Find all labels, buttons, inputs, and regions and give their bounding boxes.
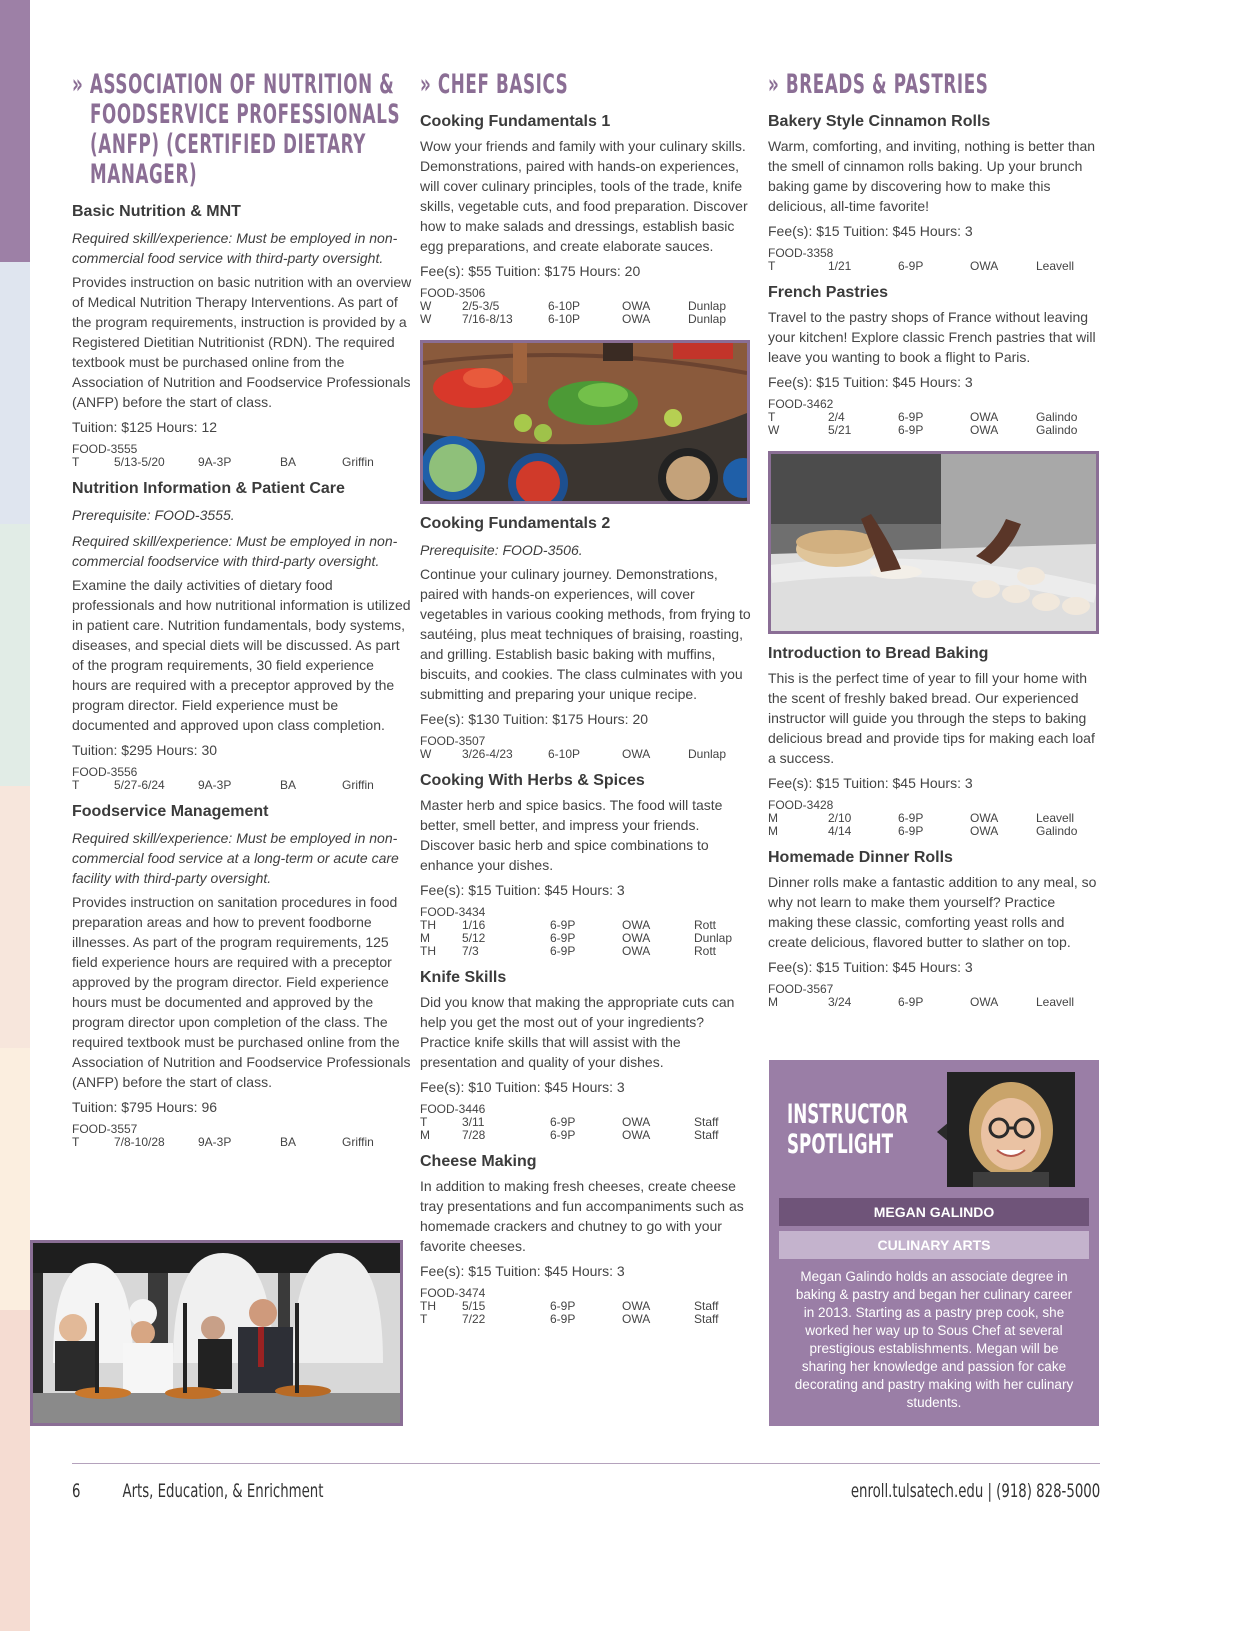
color-strip-2 <box>0 262 30 524</box>
schedule-row: T 5/13-5/20 9A-3P BA Griffin <box>72 455 374 469</box>
course-fees: Fee(s): $15 Tuition: $45 Hours: 3 <box>768 374 973 390</box>
course-description: Provides instruction on sanitation procedures in food preparation areas and how to prevent foodborne illnesses. As part of the program requirements, 125 field experience hours are required with a preceptor approved by the program director. Field experience hours must be documented and approved by the program director upon completion of the class. The required textbook must be purchased online from the Association of Nutrition and Foodservice Professionals (ANFP) before the start of class. <box>72 894 411 1090</box>
schedule-row: T 7/22 6-9P OWA Staff <box>420 1312 719 1326</box>
chevron-icon: » <box>72 69 84 100</box>
course-description: Master herb and spice basics. The food will taste better, smell better, and impress your friends. Discover basic herb and spice combinations to enhance your dishes. <box>420 797 723 873</box>
schedule-table <box>420 1300 718 1326</box>
course-code: FOOD-3474 <box>420 1286 486 1300</box>
instructor-photo <box>947 1072 1075 1187</box>
schedule-row: M 2/10 6-9P OWA Leavell <box>768 811 1075 825</box>
course-knife-skills <box>420 968 752 1142</box>
course-title: Nutrition Information & Patient Care <box>72 480 345 497</box>
course-fees: Fee(s): $15 Tuition: $45 Hours: 3 <box>768 775 973 791</box>
avatar <box>947 1072 1075 1187</box>
instructor-bio: Megan Galindo holds an associate degree in baking & pastry and began her culinary career in 2013. Starting as a pastry prep cook, she worked her way up to Sous Chef at several prestigious establishments. Megan will be sharing her knowledge and passion for cake decorating and pastry making with her culinary students. <box>794 1269 1074 1410</box>
course-code: FOOD-3567 <box>768 982 834 996</box>
course-description: Provides instruction on basic nutrition with an overview of Medical Nutrition Therapy Interventions. As part of the program requirements, instruction is provided by a Registered Dietitian Nutritionist (RDN). The required textbook must be purchased online from the Association of Nutrition and Foodservice Professionals (ANFP) before the start of class. <box>72 274 412 410</box>
course-fees: Fee(s): $55 Tuition: $175 Hours: 20 <box>420 263 641 279</box>
footer-section: Arts, Education, & Enrichment <box>122 1480 324 1502</box>
course-code: FOOD-3446 <box>420 1102 486 1116</box>
section-heading-anfp: » ASSOCIATION OF NUTRITION & FOODSERVICE PROFESSIONALS (ANFP) (CERTIFIED DIETARY MANAGER) <box>72 69 401 190</box>
course-fees: Fee(s): $15 Tuition: $45 Hours: 3 <box>768 959 973 975</box>
schedule-table <box>72 456 374 469</box>
schedule-row: W 2/5-3/5 6-10P OWA Dunlap <box>420 299 727 313</box>
footer-divider <box>72 1463 1100 1464</box>
vegetables-image <box>423 343 747 501</box>
column-anfp <box>72 70 412 1149</box>
schedule-row: T 7/8-10/28 9A-3P BA Griffin <box>72 1135 374 1149</box>
color-strip-4 <box>0 786 30 1048</box>
course-prereq: Prerequisite: FOOD-3506. <box>420 542 583 558</box>
column-breads-pastries <box>768 70 1102 1009</box>
course-code: FOOD-3462 <box>768 397 834 411</box>
schedule-row: W 3/26-4/23 6-10P OWA Dunlap <box>420 747 727 761</box>
course-fees: Tuition: $125 Hours: 12 <box>72 419 218 435</box>
schedule-row: TH 5/15 6-9P OWA Staff <box>420 1299 719 1313</box>
course-code: FOOD-3506 <box>420 286 486 300</box>
schedule-row: M 5/12 6-9P OWA Dunlap <box>420 931 733 945</box>
schedule-table <box>768 411 1077 437</box>
schedule-row: T 3/11 6-9P OWA Staff <box>420 1115 719 1129</box>
schedule-row: W 7/16-8/13 6-10P OWA Dunlap <box>420 312 727 326</box>
column-chef-basics <box>420 70 752 1326</box>
schedule-table <box>768 996 1074 1009</box>
course-title: Basic Nutrition & MNT <box>72 203 241 220</box>
course-cooking-fundamentals-1 <box>420 112 752 326</box>
schedule-row: TH 7/3 6-9P OWA Rott <box>420 944 717 958</box>
course-title: Cooking Fundamentals 2 <box>420 515 611 532</box>
schedule-table <box>420 300 726 326</box>
dough-photo <box>768 451 1099 634</box>
schedule-row: T 2/4 6-9P OWA Galindo <box>768 410 1078 424</box>
course-french-pastries <box>768 283 1102 437</box>
section-heading-chef-basics: » CHEF BASICS <box>420 69 569 100</box>
course-code: FOOD-3556 <box>72 765 138 779</box>
schedule-row: M 7/28 6-9P OWA Staff <box>420 1128 719 1142</box>
course-description: Continue your culinary journey. Demonstrations, paired with hands-on experiences, will cover vegetables in various cooking methods, from frying to sautéing, plus meat techniques of braising, roasting, and grilling. Establish basic baking with muffins, biscuits, and cookies. The class culminates with you submitting and preparing your unique recipe. <box>420 566 751 702</box>
course-description: Did you know that making the appropriate cuts can help you get the most out of your ingredients? Practice knife skills that will assist with the presentation and quality of your dishes. <box>420 994 735 1070</box>
course-description: This is the perfect time of year to fill your home with the scent of freshly baked bread. Our experienced instructor will guide you through the steps to baking delicious bread and provide tips for making each loaf a success. <box>768 670 1095 766</box>
chevron-icon: » <box>420 69 432 100</box>
course-code: FOOD-3507 <box>420 734 486 748</box>
color-strip-5 <box>0 1048 30 1310</box>
schedule-row: W 5/21 6-9P OWA Galindo <box>768 423 1078 437</box>
schedule-row: T 5/27-6/24 9A-3P BA Griffin <box>72 778 374 792</box>
course-fees: Fee(s): $10 Tuition: $45 Hours: 3 <box>420 1079 625 1095</box>
course-code: FOOD-3555 <box>72 442 138 456</box>
course-title: French Pastries <box>768 284 889 301</box>
color-strip-6 <box>0 1310 30 1631</box>
dough-image <box>771 454 1096 631</box>
course-fees: Fee(s): $15 Tuition: $45 Hours: 3 <box>420 1263 625 1279</box>
course-fees: Fee(s): $130 Tuition: $175 Hours: 20 <box>420 711 649 727</box>
course-prereq: Prerequisite: FOOD-3555. <box>72 507 235 523</box>
buffet-image <box>33 1243 400 1423</box>
schedule-table <box>768 260 1074 273</box>
course-cooking-fundamentals-2 <box>420 514 752 761</box>
schedule-row: T 1/21 6-9P OWA Leavell <box>768 259 1075 273</box>
schedule-table <box>72 779 374 792</box>
course-foodservice-mgmt <box>72 802 412 1149</box>
course-basic-nutrition <box>72 202 412 469</box>
section-heading-breads: » BREADS & PASTRIES <box>768 69 989 100</box>
course-title: Cooking Fundamentals 1 <box>420 113 611 130</box>
schedule-table <box>420 919 732 958</box>
buffet-photo <box>30 1240 403 1426</box>
course-fees: Tuition: $295 Hours: 30 <box>72 742 218 758</box>
course-bread-baking <box>768 644 1102 838</box>
course-title: Introduction to Bread Baking <box>768 645 989 662</box>
course-code: FOOD-3358 <box>768 246 834 260</box>
course-title: Bakery Style Cinnamon Rolls <box>768 113 991 130</box>
footer-left <box>72 1480 323 1502</box>
chevron-icon: » <box>768 69 780 100</box>
schedule-table <box>420 1116 718 1142</box>
course-code: FOOD-3434 <box>420 905 486 919</box>
course-herbs-spices <box>420 771 752 958</box>
course-description: Travel to the pastry shops of France without leaving your kitchen! Explore classic French pastries that will leave you wanting to book a flight to Paris. <box>768 309 1096 365</box>
course-fees: Fee(s): $15 Tuition: $45 Hours: 3 <box>420 882 625 898</box>
course-cinnamon-rolls <box>768 112 1102 273</box>
color-strip-3 <box>0 524 30 786</box>
course-code: FOOD-3557 <box>72 1122 138 1136</box>
color-strip-1 <box>0 0 30 262</box>
course-title: Homemade Dinner Rolls <box>768 849 953 866</box>
instructor-program: CULINARY ARTS <box>779 1231 1089 1259</box>
course-requirement: Required skill/experience: Must be employed in non-commercial food service at a long-term or acute care facility with third-party oversight. <box>72 830 399 886</box>
course-fees: Fee(s): $15 Tuition: $45 Hours: 3 <box>768 223 973 239</box>
schedule-table <box>72 1136 374 1149</box>
schedule-row: M 3/24 6-9P OWA Leavell <box>768 995 1075 1009</box>
schedule-table <box>768 812 1077 838</box>
course-description: In addition to making fresh cheeses, create cheese tray presentations and fun accompaniments such as homemade crackers and chutney to go with your favorite cheeses. <box>420 1178 744 1254</box>
footer-contact[interactable]: enroll.tulsatech.edu | (918) 828-5000 <box>850 1480 1100 1502</box>
page-number: 6 <box>72 1480 81 1502</box>
course-nutrition-info <box>72 479 412 792</box>
course-description: Examine the daily activities of dietary food professionals and how nutritional information is utilized in patient care. Nutrition fundamentals, body systems, diseases, and special diets will be discussed. As part of the program requirements, 30 field experience hours are required with a preceptor approved by the program director. Field experience must be documented and approved upon class completion. <box>72 577 411 733</box>
instructor-name: MEGAN GALINDO <box>779 1198 1089 1226</box>
schedule-table <box>420 748 726 761</box>
course-title: Foodservice Management <box>72 803 269 820</box>
course-title: Cheese Making <box>420 1153 537 1170</box>
course-requirement: Required skill/experience: Must be employed in non-commercial foodservice with third-party oversight. <box>72 533 398 569</box>
schedule-row: TH 1/16 6-9P OWA Rott <box>420 918 717 932</box>
course-cheese-making <box>420 1152 752 1326</box>
course-description: Wow your friends and family with your culinary skills. Demonstrations, paired with hands-on experiences, will cover culinary principles, tools of the trade, knife skills, vegetable cuts, and food preparation. Discover how to make salads and dressings, establish basic egg preparations, and create elaborate sauces. <box>420 138 748 254</box>
course-code: FOOD-3428 <box>768 798 834 812</box>
course-dinner-rolls <box>768 848 1102 1009</box>
course-title: Cooking With Herbs & Spices <box>420 772 645 789</box>
vegetables-photo <box>420 340 750 504</box>
schedule-row: M 4/14 6-9P OWA Galindo <box>768 824 1078 838</box>
course-title: Knife Skills <box>420 969 507 986</box>
spotlight-title: INSTRUCTOR SPOTLIGHT <box>787 1099 909 1160</box>
course-description: Dinner rolls make a fantastic addition to any meal, so why not learn to make them yourself? Practice making these classic, comforting yeast rolls and create delicious, flavored butter to slather on top. <box>768 874 1097 950</box>
course-fees: Tuition: $795 Hours: 96 <box>72 1099 218 1115</box>
instructor-spotlight <box>769 1060 1099 1426</box>
course-requirement: Required skill/experience: Must be employed in non-commercial food service with third-party oversight. <box>72 230 398 266</box>
course-description: Warm, comforting, and inviting, nothing is better than the smell of cinnamon rolls baking. Up your brunch baking game by discovering how to make this delicious, all-time favorite! <box>768 138 1096 214</box>
